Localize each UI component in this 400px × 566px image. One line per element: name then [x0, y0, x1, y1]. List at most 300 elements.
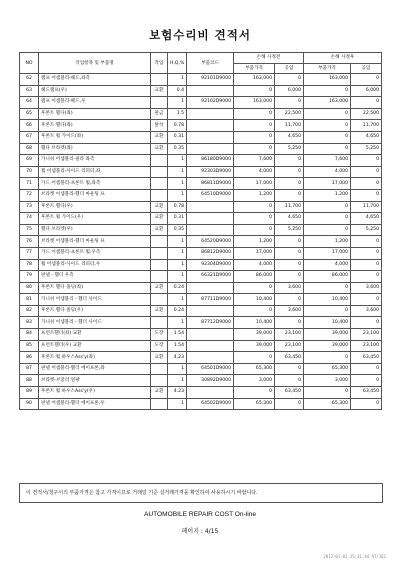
row-item-name: 휠 어셈블리-사이드 리피터,우 — [39, 259, 151, 271]
row-parts-price-after: 0 — [304, 224, 351, 236]
row-hq-value: 1 — [168, 155, 187, 167]
row-work-type: 교환 — [151, 131, 168, 143]
row-labor-before: 0 — [275, 398, 304, 410]
row-parts-price-after: 0 — [304, 85, 351, 97]
row-part-code — [187, 85, 234, 97]
row-item-name: 후론트 휀다 몰딩(좌) — [39, 282, 151, 294]
row-parts-price-after: 1,200 — [304, 236, 351, 248]
row-parts-price-after: 0 — [304, 213, 351, 225]
row-number: 82 — [20, 305, 39, 317]
row-work-type: 교환 — [151, 387, 168, 399]
table-row — [20, 259, 382, 271]
row-work-type — [151, 375, 168, 387]
row-number: 68 — [20, 143, 39, 155]
row-labor-after: 3,600 — [351, 305, 382, 317]
row-number: 69 — [20, 155, 39, 167]
row-number: 63 — [20, 85, 39, 97]
row-parts-price-after: 65,300 — [304, 398, 351, 410]
row-number: 72 — [20, 189, 39, 201]
row-number: 73 — [20, 201, 39, 213]
row-labor-before: 0 — [275, 97, 304, 109]
row-hq-value: 1 — [168, 363, 187, 375]
row-work-type: 도장 — [151, 329, 168, 341]
row-part-code — [187, 213, 234, 225]
row-item-name: 브라켓 어셈블리-휀더 마운팅 프 — [39, 189, 151, 201]
row-hq-value: 1 — [168, 178, 187, 190]
row-parts-price-before: 163,000 — [234, 97, 275, 109]
row-item-name: 브라켓 어셈블리-휀더 마운팅 프 — [39, 236, 151, 248]
row-item-name: 가드 어셈블리-프론트 휠,우측 — [39, 247, 151, 259]
row-number: 86 — [20, 352, 39, 364]
row-parts-price-after: 65,300 — [304, 363, 351, 375]
row-item-name: 휀다 브라켓(좌) — [39, 143, 151, 155]
row-hq-value: 1 — [168, 375, 187, 387]
row-labor-before: 0 — [275, 317, 304, 329]
table-row — [20, 247, 382, 259]
estimate-table — [19, 52, 382, 410]
row-work-type — [151, 294, 168, 306]
row-hq-value: 0.31 — [168, 131, 187, 143]
header-item: 작업항목 및 부품명 — [39, 53, 151, 74]
table-row — [20, 143, 382, 155]
row-labor-after: 0 — [351, 189, 382, 201]
table-row — [20, 166, 382, 178]
row-part-code — [187, 108, 234, 120]
row-work-type: 교환 — [151, 201, 168, 213]
row-parts-price-before: 10,400 — [234, 317, 275, 329]
row-part-code: 92102D9000 — [187, 97, 234, 109]
row-part-code — [187, 131, 234, 143]
row-labor-before: 0 — [275, 363, 304, 375]
row-labor-before: 0 — [275, 271, 304, 283]
row-work-type — [151, 247, 168, 259]
row-number: 65 — [20, 108, 39, 120]
row-work-type: 교환 — [151, 143, 168, 155]
row-hq-value: 1 — [168, 74, 187, 86]
row-work-type — [151, 259, 168, 271]
row-item-name: 가드 어셈블리-프론트 휠,좌측 — [39, 178, 151, 190]
row-hq-value: 1 — [168, 398, 187, 410]
row-item-name: 후론트 휠 가이드(좌) — [39, 131, 151, 143]
row-labor-before: 0 — [275, 74, 304, 86]
row-labor-before: 0 — [275, 294, 304, 306]
table-row — [20, 201, 382, 213]
row-parts-price-after: 0 — [304, 120, 351, 132]
row-number: 66 — [20, 120, 39, 132]
row-item-name: 후론트 휀다(좌) — [39, 108, 151, 120]
row-parts-price-before: 0 — [234, 352, 275, 364]
row-number: 81 — [20, 294, 39, 306]
row-labor-before: 0 — [275, 178, 304, 190]
row-part-code: 30892D9000 — [187, 375, 234, 387]
disclaimer-note: 이 견적서/청구서의 부품가격은 참고 가격이므로 거래일 기준 실거래가격을 확인하여 사용하시기 바랍니다. — [19, 483, 383, 503]
row-parts-price-before: 39,000 — [234, 329, 275, 341]
row-work-type — [151, 155, 168, 167]
header-group-before: 손해 사정전 — [234, 53, 304, 64]
row-labor-before: 4,650 — [275, 213, 304, 225]
table-row — [20, 387, 382, 399]
header-no: NO — [20, 53, 39, 74]
row-labor-before: 0 — [275, 247, 304, 259]
row-work-type — [151, 317, 168, 329]
table-row — [20, 120, 382, 132]
row-parts-price-before: 10,400 — [234, 294, 275, 306]
table-row — [20, 189, 382, 201]
row-item-name: 가니쉬 어셈블리-필라 좌측 — [39, 155, 151, 167]
row-work-type — [151, 97, 168, 109]
row-hq-value: 1 — [168, 271, 187, 283]
row-part-code: 64501D9000 — [187, 363, 234, 375]
row-item-name: 램프 어셈블리-헤드,우 — [39, 97, 151, 109]
row-parts-price-before: 0 — [234, 143, 275, 155]
table-row — [20, 271, 382, 283]
row-labor-after: 0 — [351, 375, 382, 387]
row-work-type — [151, 236, 168, 248]
table-row — [20, 108, 382, 120]
row-part-code — [187, 352, 234, 364]
row-hq-value: 1 — [168, 317, 187, 329]
document-title: 보험수리비 견적서 — [149, 28, 251, 42]
row-item-name: 휀다 브라켓(우) — [39, 224, 151, 236]
row-item-name: 후론트 휀다(우) — [39, 201, 151, 213]
row-labor-before: 0 — [275, 166, 304, 178]
row-number: 79 — [20, 271, 39, 283]
table-row — [20, 131, 382, 143]
row-part-code: 87711D9000 — [187, 294, 234, 306]
row-parts-price-after: 39,000 — [304, 340, 351, 352]
row-parts-price-before: 65,300 — [234, 398, 275, 410]
row-labor-after: 0 — [351, 398, 382, 410]
row-hq-value: 1 — [168, 294, 187, 306]
row-number: 70 — [20, 166, 39, 178]
row-number: 75 — [20, 224, 39, 236]
row-labor-after: 23,100 — [351, 340, 382, 352]
row-hq-value: 0.24 — [168, 282, 187, 294]
row-parts-price-after: 0 — [304, 352, 351, 364]
row-work-type: 교환 — [151, 213, 168, 225]
row-hq-value: 0.31 — [168, 213, 187, 225]
row-labor-after: 22,500 — [351, 108, 382, 120]
row-labor-after: 5,250 — [351, 143, 382, 155]
row-parts-price-after: 4,000 — [304, 166, 351, 178]
row-number: 88 — [20, 375, 39, 387]
row-number: 64 — [20, 97, 39, 109]
row-hq-value: 4.23 — [168, 352, 187, 364]
row-labor-after: 11,700 — [351, 201, 382, 213]
table-row — [20, 97, 382, 109]
row-hq-value: 1.54 — [168, 340, 187, 352]
row-item-name: 후론트 휠 하우스Ass'y(좌) — [39, 352, 151, 364]
row-part-code: 92303D9000 — [187, 166, 234, 178]
row-parts-price-before: 3,000 — [234, 375, 275, 387]
row-parts-price-before: 4,000 — [234, 259, 275, 271]
table-row — [20, 282, 382, 294]
row-item-name: 판넬 - 휀더 우측 — [39, 271, 151, 283]
table-row — [20, 329, 382, 341]
row-parts-price-before: 1,200 — [234, 236, 275, 248]
row-labor-before: 3,600 — [275, 305, 304, 317]
row-item-name: 휠 어셈블리-사이드 리피터,좌 — [39, 166, 151, 178]
row-labor-before: 11,700 — [275, 201, 304, 213]
row-labor-after: 0 — [351, 74, 382, 86]
row-part-code: 86180D9000 — [187, 155, 234, 167]
row-parts-price-after: 17,000 — [304, 247, 351, 259]
row-parts-price-after: 0 — [304, 305, 351, 317]
row-part-code — [187, 201, 234, 213]
row-number: 74 — [20, 213, 39, 225]
row-number: 80 — [20, 282, 39, 294]
table-row — [20, 213, 382, 225]
row-labor-before: 23,100 — [275, 329, 304, 341]
table-row — [20, 178, 382, 190]
row-parts-price-after: 39,000 — [304, 329, 351, 341]
row-part-code: 87712D9000 — [187, 317, 234, 329]
row-parts-price-before: 86,000 — [234, 271, 275, 283]
table-row — [20, 74, 382, 86]
header-labor-before: 공임 — [275, 63, 304, 74]
row-number: 87 — [20, 363, 39, 375]
row-item-name: 헤드램프(우) — [39, 85, 151, 97]
table-row — [20, 317, 382, 329]
row-parts-price-after: 17,000 — [304, 178, 351, 190]
row-labor-after: 0 — [351, 97, 382, 109]
row-parts-price-after: 0 — [304, 387, 351, 399]
row-labor-before: 63,450 — [275, 352, 304, 364]
header-parts-price-after: 부품가격 — [304, 63, 351, 74]
row-parts-price-before: 17,000 — [234, 247, 275, 259]
row-hq-value: 1 — [168, 236, 187, 248]
row-labor-before: 6,000 — [275, 85, 304, 97]
row-labor-before: 63,450 — [275, 387, 304, 399]
row-item-name: 램프 어셈블리-헤드,좌측 — [39, 74, 151, 86]
row-hq-value: 1 — [168, 259, 187, 271]
row-work-type — [151, 398, 168, 410]
row-labor-after: 4,650 — [351, 213, 382, 225]
row-work-type — [151, 166, 168, 178]
row-part-code: 66321D9000 — [187, 271, 234, 283]
row-work-type — [151, 189, 168, 201]
row-hq-value: 0.78 — [168, 201, 187, 213]
row-parts-price-after: 0 — [304, 131, 351, 143]
row-item-name: 후론트 휠 가이드(우) — [39, 213, 151, 225]
table-header — [20, 53, 382, 74]
row-number: 90 — [20, 398, 39, 410]
row-number: 76 — [20, 236, 39, 248]
row-parts-price-before: 39,000 — [234, 340, 275, 352]
row-item-name: 판넬 어셈블리-휀더 에이프론,우 — [39, 398, 151, 410]
row-parts-price-after: 0 — [304, 201, 351, 213]
row-parts-price-before: 0 — [234, 108, 275, 120]
row-labor-after: 0 — [351, 247, 382, 259]
row-part-code: 64510D9000 — [187, 189, 234, 201]
row-labor-after: 3,600 — [351, 282, 382, 294]
row-labor-before: 0 — [275, 236, 304, 248]
row-number: 77 — [20, 247, 39, 259]
table-row — [20, 155, 382, 167]
row-labor-before: 3,600 — [275, 282, 304, 294]
table-row — [20, 224, 382, 236]
table-row — [20, 352, 382, 364]
table-row — [20, 398, 382, 410]
table-row — [20, 363, 382, 375]
row-item-name: 후론트 휀다 몰딩(우) — [39, 305, 151, 317]
row-parts-price-after: 3,000 — [304, 375, 351, 387]
row-part-code — [187, 387, 234, 399]
row-number: 71 — [20, 178, 39, 190]
header-hqty: H,Q,% — [168, 53, 187, 74]
row-part-code: 86812D9000 — [187, 247, 234, 259]
row-labor-after: 0 — [351, 178, 382, 190]
row-part-code — [187, 120, 234, 132]
row-parts-price-before: 0 — [234, 120, 275, 132]
row-number: 62 — [20, 74, 39, 86]
row-hq-value: 1 — [168, 189, 187, 201]
row-number: 85 — [20, 340, 39, 352]
row-part-code: 92101D9000 — [187, 74, 234, 86]
row-number: 89 — [20, 387, 39, 399]
row-parts-price-after: 163,000 — [304, 74, 351, 86]
row-parts-price-before: 4,000 — [234, 166, 275, 178]
table-row — [20, 375, 382, 387]
row-labor-after: 63,450 — [351, 387, 382, 399]
row-labor-before: 4,650 — [275, 131, 304, 143]
row-part-code — [187, 340, 234, 352]
row-part-code — [187, 143, 234, 155]
row-parts-price-before: 0 — [234, 201, 275, 213]
row-hq-value: 1.5 — [168, 108, 187, 120]
row-hq-value: 0.35 — [168, 143, 187, 155]
header-parts-price-before: 부품가격 — [234, 63, 275, 74]
page-number: 페이지 : 4/15 — [181, 528, 219, 535]
row-number: 83 — [20, 317, 39, 329]
header-work: 작업 — [151, 53, 168, 74]
row-part-code: 86811D9000 — [187, 178, 234, 190]
row-labor-after: 0 — [351, 294, 382, 306]
row-parts-price-before: 163,000 — [234, 74, 275, 86]
row-parts-price-after: 0 — [304, 282, 351, 294]
row-number: 84 — [20, 329, 39, 341]
footer-title: AUTOMOBILE REPAIR COST On-line — [143, 511, 257, 518]
row-labor-after: 0 — [351, 166, 382, 178]
row-hq-value: 4.23 — [168, 387, 187, 399]
row-part-code — [187, 305, 234, 317]
row-work-type: 도장 — [151, 340, 168, 352]
row-item-name: 판넬 어셈블리-휀더 에이프론,좌 — [39, 363, 151, 375]
row-work-type: 교환 — [151, 305, 168, 317]
row-hq-value: 1.54 — [168, 329, 187, 341]
row-hq-value: 0.24 — [168, 305, 187, 317]
row-parts-price-before: 65,300 — [234, 363, 275, 375]
row-work-type: 교환 — [151, 224, 168, 236]
row-parts-price-before: 0 — [234, 305, 275, 317]
row-parts-price-after: 10,400 — [304, 317, 351, 329]
print-timestamp: 2012-01-02 15:31:44 AT/161 — [323, 554, 386, 559]
row-labor-after: 23,100 — [351, 329, 382, 341]
row-parts-price-after: 7,600 — [304, 155, 351, 167]
row-labor-after: 11,700 — [351, 120, 382, 132]
row-parts-price-before: 0 — [234, 387, 275, 399]
row-labor-after: 0 — [351, 236, 382, 248]
row-labor-after: 6,000 — [351, 85, 382, 97]
row-labor-before: 0 — [275, 375, 304, 387]
row-work-type — [151, 271, 168, 283]
row-labor-before: 0 — [275, 189, 304, 201]
row-work-type: 교환 — [151, 352, 168, 364]
row-item-name: 가니쉬 어셈블리 - 휀더 사이드 — [39, 317, 151, 329]
row-parts-price-after: 163,000 — [304, 97, 351, 109]
row-parts-price-after: 1,200 — [304, 189, 351, 201]
row-parts-price-after: 86,000 — [304, 271, 351, 283]
row-parts-price-before: 1,200 — [234, 189, 275, 201]
row-part-code: 64520D9000 — [187, 236, 234, 248]
table-row — [20, 305, 382, 317]
table-row — [20, 85, 382, 97]
row-labor-after: 4,650 — [351, 131, 382, 143]
row-parts-price-before: 0 — [234, 131, 275, 143]
row-item-name: 브라켓-브굴러 멀팡 — [39, 375, 151, 387]
row-item-name: 프런트휀더(우) 교환 — [39, 340, 151, 352]
row-part-code — [187, 224, 234, 236]
row-labor-before: 0 — [275, 259, 304, 271]
row-parts-price-before: 0 — [234, 282, 275, 294]
row-number: 67 — [20, 131, 39, 143]
row-parts-price-before: 7,600 — [234, 155, 275, 167]
row-labor-after: 0 — [351, 259, 382, 271]
row-labor-before: 22,500 — [275, 108, 304, 120]
row-labor-before: 0 — [275, 155, 304, 167]
header-labor-after: 공임 — [351, 63, 382, 74]
row-parts-price-before: 17,000 — [234, 178, 275, 190]
row-labor-before: 5,250 — [275, 143, 304, 155]
row-hq-value: 1 — [168, 247, 187, 259]
row-labor-after: 5,250 — [351, 224, 382, 236]
row-work-type — [151, 178, 168, 190]
row-hq-value: 1 — [168, 97, 187, 109]
row-hq-value: 0.35 — [168, 224, 187, 236]
row-work-type: 교환 — [151, 85, 168, 97]
row-item-name: 프런트휀더(좌) 교환 — [39, 329, 151, 341]
row-labor-after: 63,450 — [351, 352, 382, 364]
header-code: 부품코드 — [187, 53, 234, 74]
row-item-name: 후론트 휠 하우스Ass'y(우) — [39, 387, 151, 399]
row-labor-before: 11,700 — [275, 120, 304, 132]
row-part-code — [187, 329, 234, 341]
header-group-after: 손해 사정후 — [304, 53, 382, 64]
row-parts-price-after: 10,400 — [304, 294, 351, 306]
row-labor-after: 0 — [351, 363, 382, 375]
row-parts-price-before: 0 — [234, 224, 275, 236]
row-labor-before: 5,250 — [275, 224, 304, 236]
row-parts-price-before: 0 — [234, 85, 275, 97]
row-number: 78 — [20, 259, 39, 271]
row-part-code: 64502D9000 — [187, 398, 234, 410]
row-labor-after: 0 — [351, 271, 382, 283]
row-work-type — [151, 363, 168, 375]
row-work-type: 탈착 — [151, 120, 168, 132]
row-work-type — [151, 74, 168, 86]
row-parts-price-after: 0 — [304, 143, 351, 155]
row-part-code — [187, 282, 234, 294]
table-body — [20, 74, 382, 410]
row-labor-after: 0 — [351, 317, 382, 329]
row-parts-price-before: 0 — [234, 213, 275, 225]
row-parts-price-after: 0 — [304, 108, 351, 120]
row-hq-value: 1 — [168, 166, 187, 178]
row-hq-value: 0.78 — [168, 120, 187, 132]
row-item-name: 후론트 휀다(좌) — [39, 120, 151, 132]
row-work-type: 판금 — [151, 108, 168, 120]
row-labor-before: 23,100 — [275, 340, 304, 352]
